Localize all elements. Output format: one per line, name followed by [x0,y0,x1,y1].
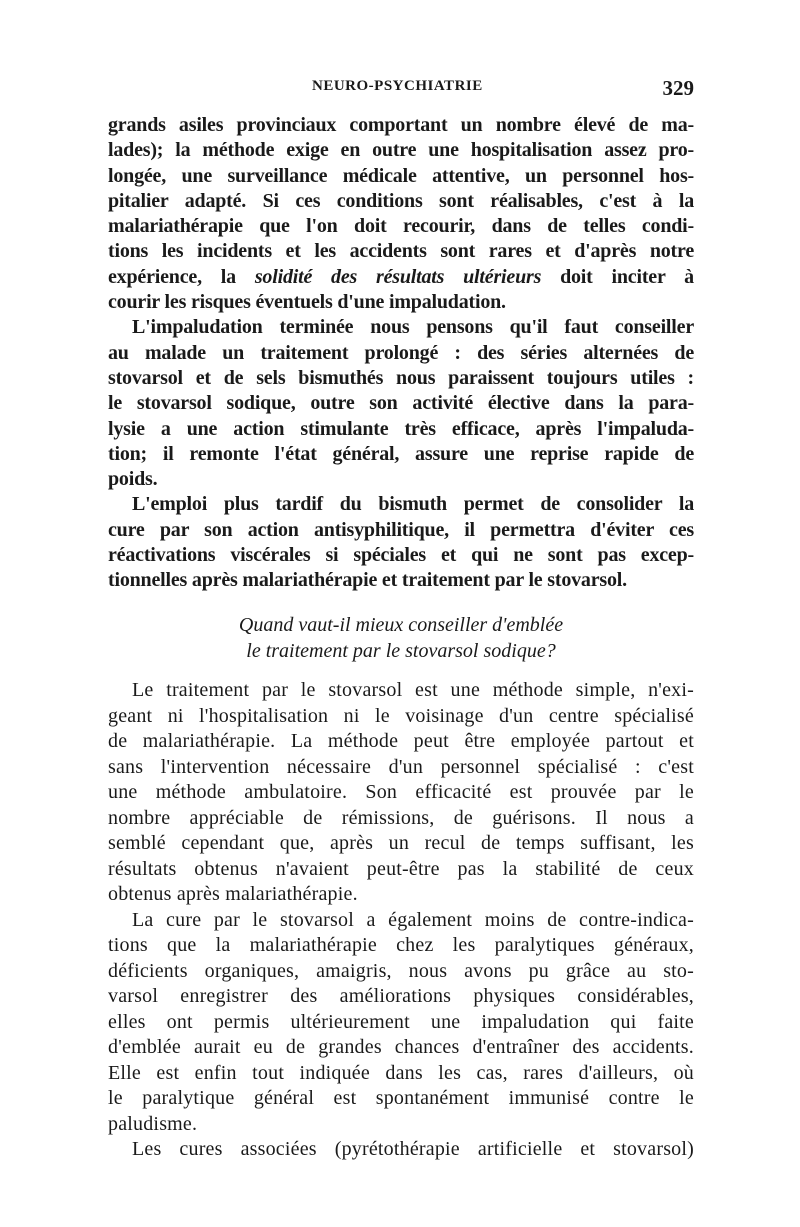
running-title: NEURO-PSYCHIATRIE [312,78,483,94]
section-heading [108,612,694,664]
text-line: le paralytique général est spontanément immunisé contre le [108,1087,694,1109]
text-run: expérience, la [108,265,255,288]
page-number: 329 [662,76,694,100]
text-line: tionnelles après malariathérapie et traitement par le stovarsol. [108,569,627,592]
text-line: grands asiles provinciaux comportant un nombre élevé de ma- [108,114,694,136]
heading-line: Quand vaut-il mieux conseiller d'emblée [238,614,564,636]
text-line: réactivations viscérales si spéciales et qui ne sont pas excep- [108,544,694,567]
paragraph [108,315,694,492]
paragraph [108,113,694,315]
body-text-section-1 [108,113,694,594]
text-line: de malariathérapie. La méthode peut être employée partout et [108,730,694,752]
text-line: obtenus après malariathérapie. [108,883,358,905]
text-line: elles ont permis ultérieurement une impaludation qui faite [108,1010,694,1033]
text-line: La cure par le stovarsol a également moins de contre-indica- [132,908,694,931]
text-line: une méthode ambulatoire. Son efficacité est prouvée par le [108,781,694,803]
text-line: déficients organiques, amaigris, nous avons pu grâce au sto- [108,959,694,982]
text-line: résultats obtenus n'avaient peut-être pas la stabilité de ceux [108,857,694,880]
text-line: lysie a une action stimulante très efficace, après l'impaluda- [108,417,694,440]
text-line: poids. [108,468,158,491]
text-line: stovarsol et de sels bismuthés nous paraissent toujours utiles : [108,366,694,389]
text-line: L'emploi plus tardif du bismuth permet de consolider la [132,493,694,516]
emphasized-text: solidité des résultats ultérieurs [254,265,542,288]
text-line: varsol enregistrer des améliorations physiques considérables, [108,985,694,1007]
text-line: Les cures associées (pyrétothérapie artificielle et stovarsol) [132,1138,694,1160]
text-line: semblé cependant que, après un recul de temps suffisant, les [108,832,694,854]
text-line: Le traitement par le stovarsol est une méthode simple, n'exi- [132,679,694,701]
text-line: longée, une surveillance médicale attentive, un personnel hos- [108,164,694,187]
text-line: cure par son action antisyphilitique, il permettra d'éviter ces [108,518,694,541]
text-line [108,265,694,290]
body-text-section-2 [108,678,694,1163]
text-line: malariathérapie que l'on doit recourir, dans de telles condi- [108,215,694,238]
running-head [108,78,694,102]
text-line: au malade un traitement prolongé : des séries alternées de [108,341,694,364]
text-line: courir les risques éventuels d'une impaludation. [108,291,506,314]
paragraph [108,1137,694,1163]
heading-line: le traitement par le stovarsol sodique? [246,640,556,662]
text-line: d'emblée aurait eu de grandes chances d'entraîner des accidents. [108,1036,694,1058]
text-line: le stovarsol sodique, outre son activité élective dans la para- [108,392,694,415]
text-line: Elle est enfin tout indiquée dans les cas, rares d'ailleurs, où [108,1061,694,1084]
text-line: lades); la méthode exige en outre une hospitalisation assez pro- [108,139,694,162]
text-line: L'impaludation terminée nous pensons qu'il faut conseiller [132,316,694,339]
paragraph [108,678,694,908]
text-line: pitalier adapté. Si ces conditions sont réalisables, c'est à la [108,189,694,212]
text-line: tion; il remonte l'état général, assure une reprise rapide de [108,442,694,465]
text-line: nombre appréciable de rémissions, de guérisons. Il nous a [108,806,694,829]
text-line: sans l'intervention nécessaire d'un personnel spécialisé : c'est [108,755,694,778]
text-run: doit inciter à [541,265,694,288]
text-line: tions que la malariathérapie chez les paralytiques généraux, [108,934,694,956]
paragraph [108,908,694,1138]
paragraph [108,492,694,593]
text-line: tions les incidents et les accidents sont rares et d'après notre [108,240,694,263]
text-line: paludisme. [108,1112,198,1135]
text-line: geant ni l'hospitalisation ni le voisinage d'un centre spécialisé [108,704,694,727]
